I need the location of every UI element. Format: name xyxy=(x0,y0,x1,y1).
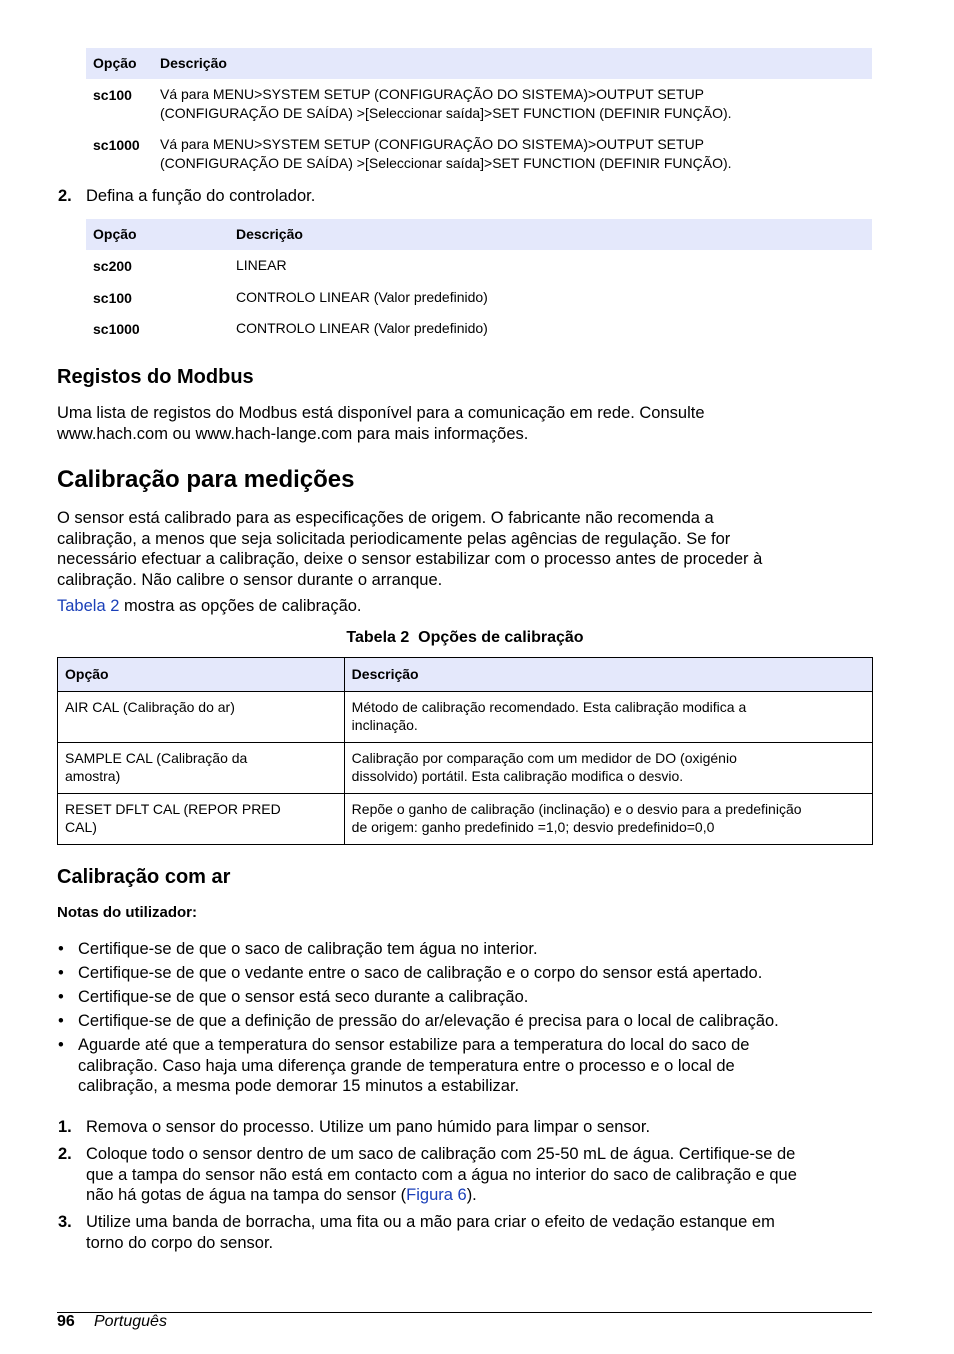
table-2-desc: Repõe o ganho de calibração (inclinação) e o desvio para a predefinição de origem: ganho predefinido =1,0; desvio predefinido=0,0 xyxy=(344,794,872,845)
bullet-icon: • xyxy=(58,1036,64,1054)
table-2-link[interactable]: Tabela 2 xyxy=(57,597,120,615)
table-a-header-option: Opção xyxy=(93,55,137,71)
page-number: 96 xyxy=(57,1313,75,1330)
modbus-paragraph: Uma lista de registos do Modbus está disponível para a comunicação em rede. Consulte www.hach.com ou www.hach-lange.com para mais informações. xyxy=(57,404,705,443)
table-b-row-option: sc1000 xyxy=(93,321,140,337)
table-b-row-desc: CONTROLO LINEAR (Valor predefinido) xyxy=(236,320,488,336)
table-2-option: RESET DFLT CAL (REPOR PRED CAL) xyxy=(58,794,345,845)
table-row xyxy=(58,794,873,845)
bullet-icon: • xyxy=(58,988,64,1006)
table-2-option: AIR CAL (Calibração do ar) xyxy=(58,692,345,743)
table-2-caption: Tabela 2 Opções de calibração xyxy=(346,629,584,646)
table-b-row-desc: CONTROLO LINEAR (Valor predefinido) xyxy=(236,289,488,305)
footer-divider xyxy=(57,1312,872,1313)
bullet-icon: • xyxy=(58,1012,64,1030)
list-item: Certifique-se de que o vedante entre o saco de calibração e o corpo do sensor está apertado. xyxy=(78,964,763,982)
section-heading-air-cal: Calibração com ar xyxy=(57,866,231,888)
table-row xyxy=(58,692,873,743)
table-a-row-desc: Vá para MENU>SYSTEM SETUP (CONFIGURAÇÃO DO SISTEMA)>OUTPUT SETUP (CONFIGURAÇÃO DE SAÍDA) >[Seleccionar saída]>SET FUNCTION (DEFINIR FUNÇÃO). xyxy=(160,86,732,121)
calibration-options-table xyxy=(57,657,873,845)
step-number: 3. xyxy=(58,1213,72,1231)
list-item: Aguarde até que a temperatura do sensor estabilize para a temperatura do local do saco de calibração. Caso haja uma diferença grande de temperatura entre o processo e o local de calibração, a mesma pode demorar 15 minutos a estabilizar. xyxy=(78,1036,750,1095)
table-b-header xyxy=(86,219,872,250)
list-item: Certifique-se de que o sensor está seco durante a calibração. xyxy=(78,988,529,1006)
step-text: Defina a função do controlador. xyxy=(86,187,316,205)
table-b-row-option: sc200 xyxy=(93,258,132,274)
calibration-paragraph: O sensor está calibrado para as especificações de origem. O fabricante não recomenda a calibração, a menos que seja solicitada periodicamente pelas agências de regulação. Se for necessário efectuar a calibração, deixe o sensor estabilizar com o processo antes de proceder à calibração. Não calibre o sensor durante o arranque. xyxy=(57,509,763,589)
footer-language: Português xyxy=(94,1313,167,1330)
figure-6-link[interactable]: Figura 6 xyxy=(406,1186,467,1204)
bullet-icon: • xyxy=(58,964,64,982)
table-2-desc: Calibração por comparação com um medidor de DO (oxigénio dissolvido) portátil. Esta calibração modifica o desvio. xyxy=(344,743,872,794)
bullet-icon: • xyxy=(58,940,64,958)
table-row xyxy=(58,743,873,794)
user-notes-label: Notas do utilizador: xyxy=(57,904,197,921)
list-item: Certifique-se de que o saco de calibração tem água no interior. xyxy=(78,940,538,958)
table-b-header-option: Opção xyxy=(93,226,137,242)
table-b-header-description: Descrição xyxy=(236,226,303,242)
table-a-header-description: Descrição xyxy=(160,55,227,71)
table-a-row-option: sc1000 xyxy=(93,137,140,153)
step-text: Remova o sensor do processo. Utilize um pano húmido para limpar o sensor. xyxy=(86,1118,651,1136)
step-number: 2. xyxy=(58,1145,72,1163)
table-2-option: SAMPLE CAL (Calibração da amostra) xyxy=(58,743,345,794)
table-b-row-desc: LINEAR xyxy=(236,257,287,273)
table-a-row-desc: Vá para MENU>SYSTEM SETUP (CONFIGURAÇÃO DO SISTEMA)>OUTPUT SETUP (CONFIGURAÇÃO DE SAÍDA) >[Seleccionar saída]>SET FUNCTION (DEFINIR FUNÇÃO). xyxy=(160,136,732,171)
step-text: Coloque todo o sensor dentro de um saco de calibração com 25-50 mL de água. Certifique-se de que a tampa do sensor não está em contacto com a água no interior do saco de calibração e que não há gotas de água na tampa do sensor (Figura 6). xyxy=(86,1145,797,1204)
table-2-header-description: Descrição xyxy=(344,658,872,692)
table-2-header-option: Opção xyxy=(58,658,345,692)
table-2-desc: Método de calibração recomendado. Esta calibração modifica a inclinação. xyxy=(344,692,872,743)
table-reference-line: Tabela 2 mostra as opções de calibração. xyxy=(57,597,362,615)
section-heading-modbus: Registos do Modbus xyxy=(57,366,254,388)
step-number: 2. xyxy=(58,187,72,205)
section-heading-calibration: Calibração para medições xyxy=(57,466,355,493)
table-a-row-option: sc100 xyxy=(93,87,132,103)
table-b-row-option: sc100 xyxy=(93,290,132,306)
step-number: 1. xyxy=(58,1118,72,1136)
list-item: Certifique-se de que a definição de pressão do ar/elevação é precisa para o local de calibração. xyxy=(78,1012,779,1030)
step-text: Utilize uma banda de borracha, uma fita ou a mão para criar o efeito de vedação estanque em torno do corpo do sensor. xyxy=(86,1213,775,1252)
